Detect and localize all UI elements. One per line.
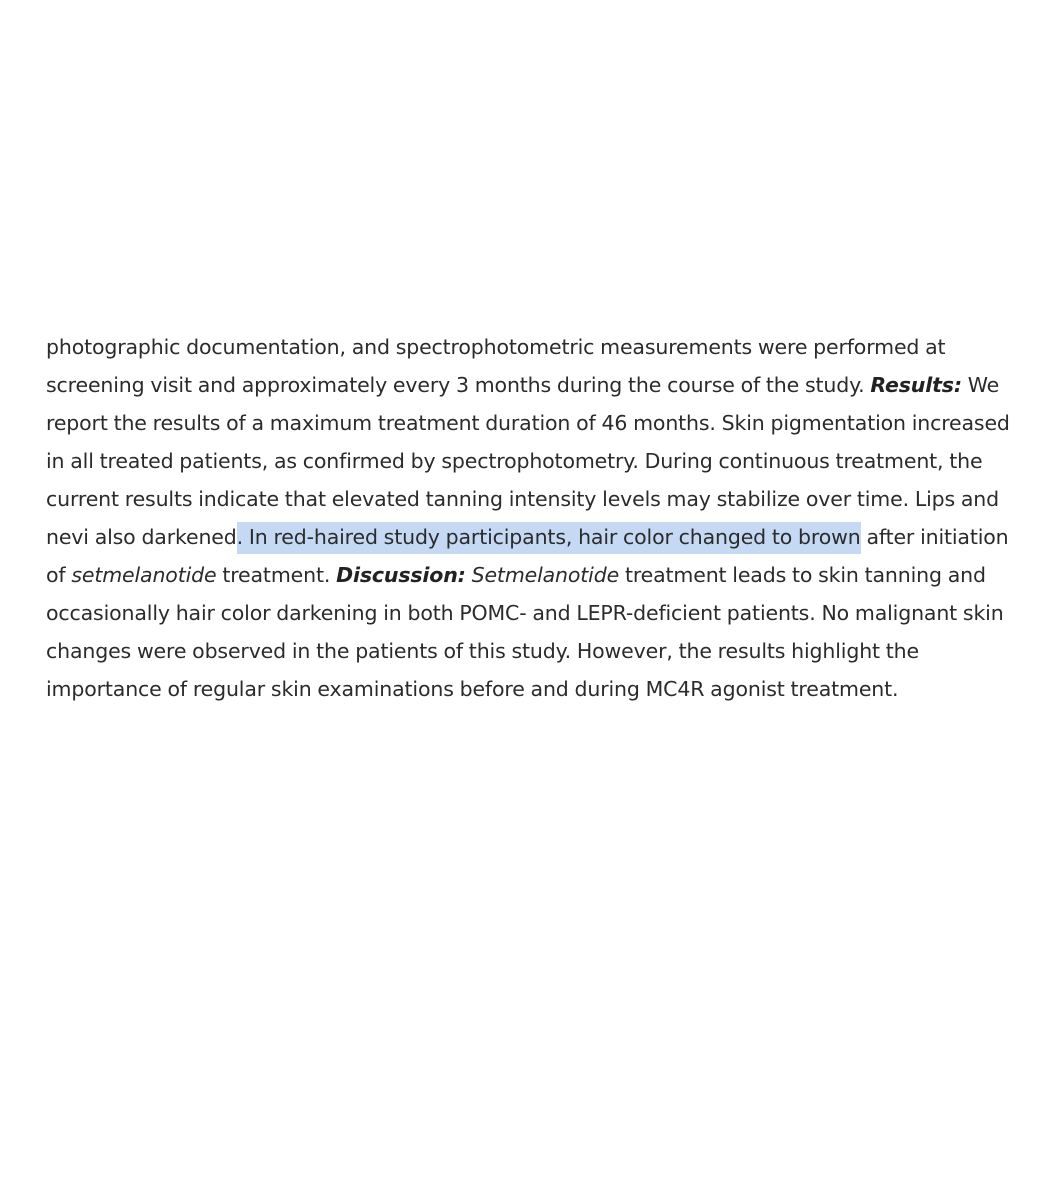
- abstract-line-8: [46, 594, 1036, 632]
- abstract-line-9: [46, 632, 1036, 670]
- text-span: nevi also darkened: [46, 525, 237, 549]
- text-span: treatment leads to skin tanning and: [624, 563, 986, 587]
- drug-name: setmelanotide: [71, 563, 217, 587]
- text-span: of: [46, 563, 66, 587]
- abstract-line-6: [46, 518, 1036, 556]
- abstract-line-7: [46, 556, 1036, 594]
- text-span: occasionally hair color darkening in both POMC- and LEPR-deficient patients. No malignant skin: [46, 601, 1004, 625]
- abstract-paragraph: [46, 328, 1036, 708]
- text-span: changes were observed in the patients of this study. However, the results highlight the: [46, 639, 919, 663]
- abstract-line-10: [46, 670, 1036, 708]
- abstract-line-1: [46, 328, 1036, 366]
- text-span: treatment.: [222, 563, 331, 587]
- text-span: in all treated patients, as confirmed by spectrophotometry. During continuous treatment, the: [46, 449, 983, 473]
- abstract-line-2: [46, 366, 1036, 404]
- abstract-line-3: [46, 404, 1036, 442]
- text-span: current results indicate that elevated tanning intensity levels may stabilize over time. Lips and: [46, 487, 1000, 511]
- abstract-line-4: [46, 442, 1036, 480]
- abstract-line-5: [46, 480, 1036, 518]
- text-span: importance of regular skin examinations before and during MC4R agonist treatment.: [46, 677, 899, 701]
- text-span: after initiation: [866, 525, 1009, 549]
- text-span: report the results of a maximum treatment duration of 46 months. Skin pigmentation increased: [46, 411, 1010, 435]
- text-selection-highlight[interactable]: . In red-haired study participants, hair color changed to brown: [237, 522, 861, 554]
- text-span: screening visit and approximately every 3 months during the course of the study.: [46, 373, 865, 397]
- text-span: photographic documentation, and spectrophotometric measurements were performed at: [46, 335, 946, 359]
- discussion-label: Discussion:: [336, 563, 466, 587]
- results-label: Results:: [870, 373, 962, 397]
- text-span: We: [967, 373, 1000, 397]
- drug-name: Setmelanotide: [471, 563, 620, 587]
